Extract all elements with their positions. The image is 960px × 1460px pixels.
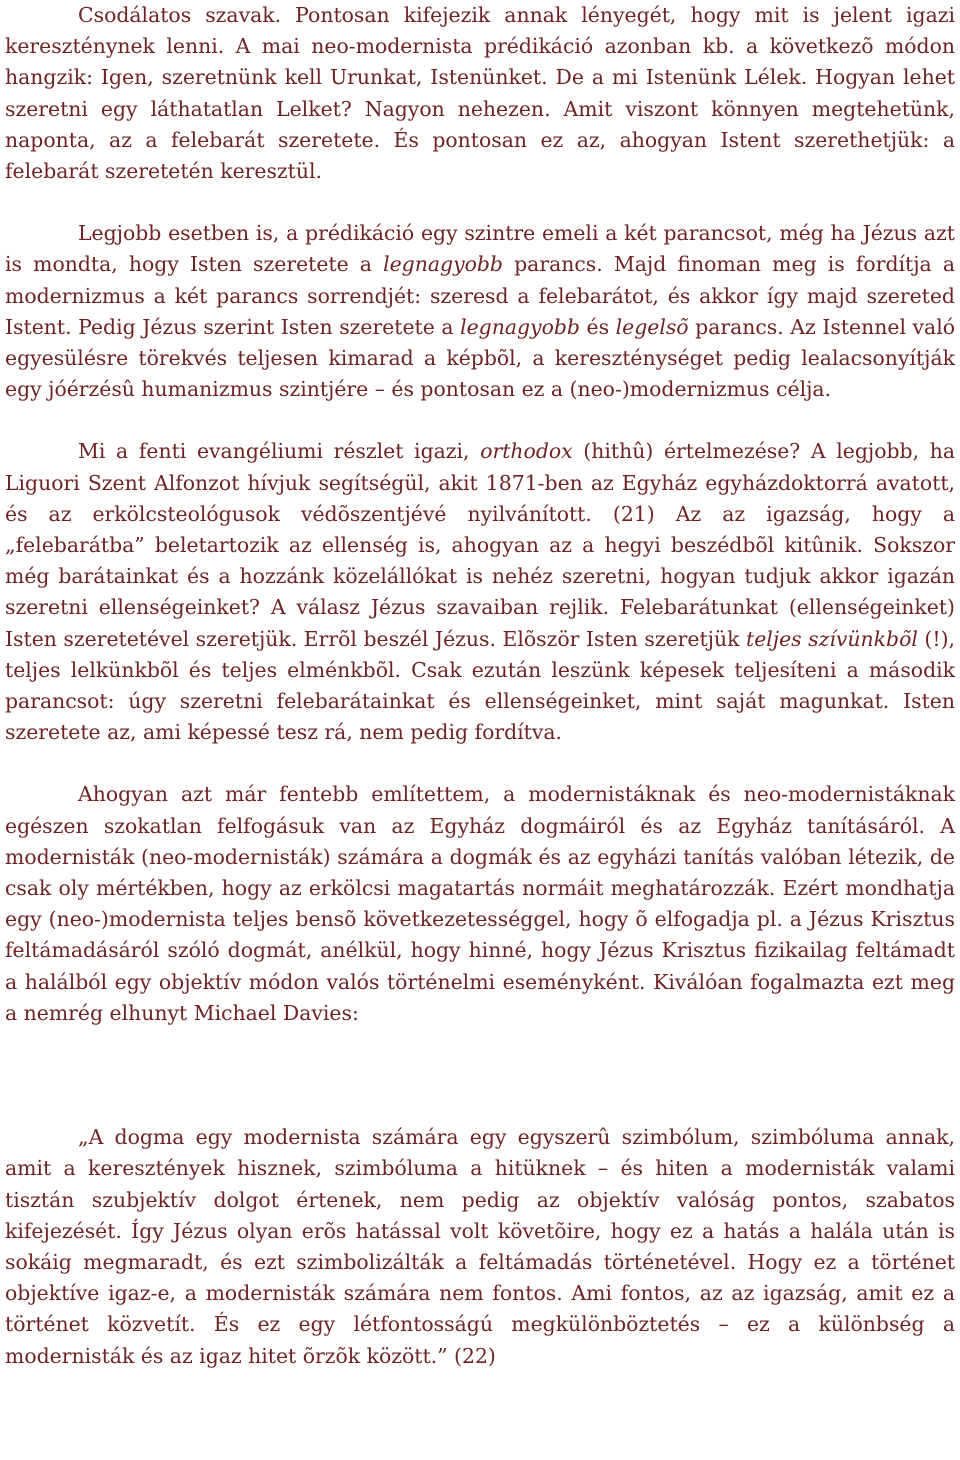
text-segment: (hithû) értelmezése? A legjobb, ha Liguori Szent Alfonzot hívjuk segítségül, akit 1871-ben az Egyház egyházdoktorrá avatott, és az erkölcsteológusok védõszentjévé nyilvánított. (21) Az az igazság, hogy a „felebarátba” beletartozik az ellenség is, ahogyan az a hegyi beszédbõl kitûnik. Sokszor még barátainkat és a hozzánk közelállókat is nehéz szeretni, hogyan tudjuk akkor igazán szeretni ellenségeinket? A válasz Jézus szavaiban rejlik. Felebarátunkat (ellenségeinket) Isten szeretetével szeretjük. Errõl beszél Jézus. Elõször Isten szeretjük — [5, 439, 956, 651]
paragraph-3 — [5, 436, 955, 748]
text-segment: Legjobb esetben is, a prédikáció egy szintre emeli a két parancsot, még ha Jézus azt is mondta, hogy Isten szeretete a — [5, 221, 955, 277]
quote-paragraph — [5, 1122, 955, 1372]
text-segment: Mi a fenti evangéliumi részlet igazi, — [78, 439, 481, 464]
italic-text: orthodox — [480, 439, 573, 464]
document-page — [5, 0, 955, 1372]
text-segment: parancs. Majd finoman meg is fordítja a modernizmus a két parancs sorrendjét: szeresd a felebarátot, és akkor így majd szereted Istent. Pedig Jézus szerint Isten szeretete a — [5, 252, 955, 339]
text-segment: Ahogyan azt már fentebb említettem, a modernistáknak és neo-modernistáknak egészen szokatlan felfogásuk van az Egyház dogmáiról és az Egyház tanításáról. A modernisták (neo-modernisták) számára a dogmák és az egyházi tanítás valóban létezik, de csak oly mértékben, hogy az erkölcsi magatartás normáit meghatározzák. Ezért mondhatja egy (neo-)modernista teljes bensõ következetességgel, hogy õ elfogadja pl. a Jézus Krisztus feltámadásáról szóló dogmát, anélkül, hogy hinné, hogy Jézus Krisztus fizikailag feltámadt a halálból egy objektív módon valós történelmi eseményként. Kiválóan fogalmazta ezt meg a nemrég elhunyt Michael Davies: — [5, 782, 955, 1025]
paragraph-2 — [5, 218, 955, 405]
text-segment: Csodálatos szavak. Pontosan kifejezik annak lényegét, hogy mit is jelent igazi kereszténynek lenni. A mai neo-modernista prédikáció azonban kb. a következõ módon hangzik: Igen, szeretnünk kell Urunkat, Istenünket. De a mi Istenünk Lélek. Hogyan lehet szeretni egy láthatatlan Lelket? Nagyon nehezen. Amit viszont könnyen megtehetünk, naponta, az a felebarát szeretete. És pontosan ez az, ahogyan Istent szerethetjük: a felebarát szeretetén keresztül. — [5, 3, 955, 184]
paragraph-1 — [5, 0, 955, 187]
paragraph-gap — [5, 187, 955, 218]
italic-text: legelsõ — [615, 314, 689, 339]
text-segment: (!), teljes lelkünkbõl és teljes elménkbõl. Csak ezután leszünk képesek teljesíteni a második parancsot: úgy szeretni felebarátainkat és ellenségeinket, mint saját magunkat. Isten szeretete az, ami képessé tesz rá, nem pedig fordítva. — [5, 626, 955, 745]
italic-text: legnagyobb — [383, 252, 503, 277]
text-segment: parancs. Az Istennel való egyesülésre törekvés teljesen kimarad a képbõl, a kereszténységet pedig lealacsonyítják egy jóérzésû humanizmus szintjére – és pontosan ez a (neo-)modernizmus célja. — [5, 314, 955, 402]
paragraph-4 — [5, 779, 955, 1029]
paragraph-gap — [5, 405, 955, 436]
paragraph-gap — [5, 748, 955, 779]
text-segment: „A dogma egy modernista számára egy egyszerû szimbólum, szimbóluma annak, amit a keresztények hisznek, szimbóluma a hitüknek – és hiten a modernisták valami tisztán szubjektív dolgot értenek, nem pedig az objektív valóság pontos, szabatos kifejezését. Így Jézus olyan erõs hatással volt követõire, hogy ez a hatás a halála után is sokáig megmaradt, és ezt szimbolizálták a feltámadás történetével. Hogy ez a történet objektíve igaz-e, a modernisták számára nem fontos. Ami fontos, az az igazság, amit ez a történet közvetít. És ez egy létfontosságú megkülönböztetés – ez a különbség a modernisták és az igaz hitet õrzõk között.” (22) — [5, 1125, 955, 1368]
text-segment: és — [579, 314, 616, 339]
paragraph-gap — [5, 1029, 955, 1122]
italic-text: teljes szívünkbõl — [746, 626, 918, 651]
italic-text: legnagyobb — [460, 314, 580, 339]
